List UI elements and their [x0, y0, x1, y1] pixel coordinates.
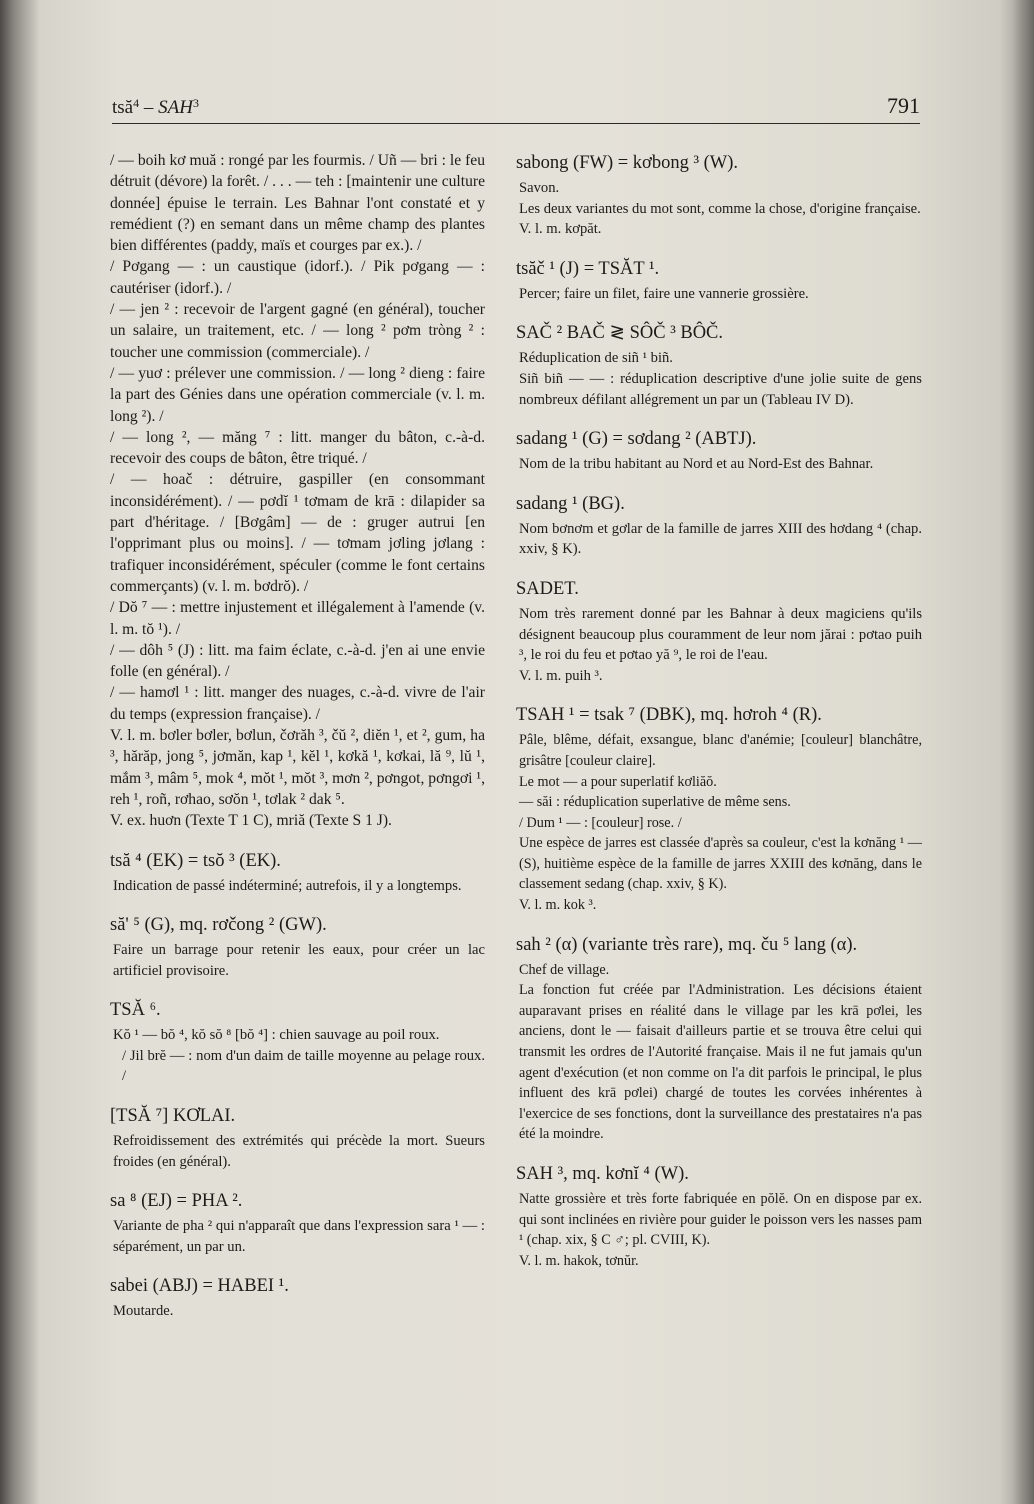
header-first-sup: 4: [133, 96, 140, 110]
entry-definition: V. l. m. puih ³.: [519, 667, 603, 684]
entry-definition: Chef de village.: [519, 961, 610, 978]
entry-definition: Variante de pha ² qui n'apparaît que dans l'expression sara ¹ — : séparément, un par un.: [113, 1218, 485, 1255]
entry-definition: Le mot — a pour superlatif kơliăŏ.: [519, 773, 717, 790]
entry-definition: Kŏ ¹ — bŏ ⁴, kŏ sŏ ⁸ [bŏ ⁴] : chien sauvage au poil roux.: [113, 1027, 440, 1044]
entry-headword: SAH ³, mq. kơnĭ ⁴ (W).: [516, 1164, 689, 1184]
dictionary-entry: [516, 576, 922, 686]
page-edge-shadow: [1012, 0, 1034, 1504]
dictionary-entry: [110, 848, 485, 897]
header-first-word: tsă: [112, 97, 134, 118]
continuation-block: [110, 150, 485, 832]
continuation-paragraph: / — yuơ : prélever une commission. / — long ² dieng : faire la part des Génies dans une opération commerciale (v. l. m. long ²). /: [110, 364, 485, 425]
header-last-sup: 3: [192, 96, 199, 110]
entry-definition: Percer; faire un filet, faire une vannerie grossière.: [519, 285, 809, 302]
entry-headword: să' ⁵ (G), mq. rơčong ² (GW).: [110, 915, 327, 936]
dictionary-entry: [516, 491, 922, 560]
continuation-paragraph: / — boih kơ muă : rongé par les fourmis. / Uñ — bri : le feu détruit (dévore) la forêt. / . . . — teh : [maintenir une culture donnée] épuise le terrain. Les Bahnar l'ont constaté et y remédient (?) en semant dans un même champ des plantes bien différentes (paddy, maïs et courges par ex.). /: [110, 152, 485, 255]
entry-headword: sabei (ABJ) = HABEI ¹.: [110, 1276, 289, 1297]
entry-headword: sa ⁸ (EJ) = PHA ².: [110, 1191, 243, 1212]
entry-definition: Nom de la tribu habitant au Nord et au Nord-Est des Bahnar.: [519, 456, 874, 473]
header-rule: [112, 123, 920, 124]
entry-definition: Siñ biñ — — : réduplication descriptive d'une jolie suite de gens nombreux défilant allégrement un par un (Tableau IV D).: [519, 370, 922, 408]
entry-headword: sadang ¹ (BG).: [516, 493, 625, 514]
entry-definition: — săi : réduplication superlative de même sens.: [519, 794, 791, 811]
continuation-paragraph: / — hoač : détruire, gaspiller (en consommant inconsidérément). / — pơdĭ ¹ tơmam de krā : dilapider sa part d'héritage. / [Bơgâm] — de : gruger autrui [en l'opprimant plus ou moins]. / — tơmam jơling jơlang : trafiquer inconsidérément, spéculer (comme le font certains commerçants) (v. l. m. bơdrŏ). /: [110, 471, 485, 595]
continuation-paragraph: / — jen ² : recevoir de l'argent gagné (en général), toucher un salaire, un traitement, etc. / — long ² pơm tròng ² : toucher une commission (commerciale). /: [110, 301, 485, 361]
see-also-list: V. l. m. bơler bơler, bơlun, čơrăh ³, čŭ ², diĕn ¹, et ², gum, ha ³, hărăp, jong ⁵, jơmăn, kap ¹, kĕl ¹, kơkă ¹, kơkai, lă ⁹, lŭ ¹, mắm ³, mâm ⁵, mok ⁴, mŏt ¹, mŏt ³, mơn ², pơngot, pơngơi ¹, reh ¹, roñ, rơhao, sơŏn ¹, tơlak ² dak ⁵.: [110, 727, 485, 808]
dictionary-entry: [516, 320, 922, 410]
entry-definition: Indication de passé indéterminé; autrefois, il y a longtemps.: [113, 877, 462, 894]
continuation-paragraph: / — hamơl ¹ : litt. manger des nuages, c.-à-d. vivre de l'air du temps (expression française). /: [110, 684, 485, 723]
entry-headword: [TSĂ ⁷] KƠLAI.: [110, 1106, 236, 1127]
dictionary-entry: [516, 1161, 922, 1271]
dictionary-entry: [516, 256, 922, 305]
header-dash: –: [139, 97, 159, 118]
entry-definition: Natte grossière et très forte fabriquée en pŏlĕ. On en dispose par ex. qui sont inclinées en rivière pour guider le poisson vers les nasses pam ¹ (chap. xix, § C ♂; pl. CVIII, K).: [519, 1191, 922, 1249]
continuation-paragraph: / — long ², — măng ⁷ : litt. manger du bâton, c.-à-d. recevoir des coups de bâton, être triqué. /: [110, 428, 485, 468]
entry-headword: sadang ¹ (G) = sơdang ² (ABTJ).: [516, 429, 757, 450]
continuation-paragraph: / Dŏ ⁷ — : mettre injustement et illégalement à l'amende (v. l. m. tŏ ¹). /: [110, 599, 485, 638]
left-column: [110, 150, 485, 1322]
entry-definition: Faire un barrage pour retenir les eaux, pour créer un lac artificiel provisoire.: [113, 942, 485, 979]
entry-definition: V. l. m. kok ³.: [519, 897, 597, 914]
entry-headword: sabong (FW) = kơbong ³ (W).: [516, 153, 739, 173]
entry-headword: SADET.: [516, 578, 579, 599]
header-guide-words: [112, 96, 199, 119]
entry-definition: Les deux variantes du mot sont, comme la chose, d'origine française.: [519, 200, 921, 217]
entry-definition: La fonction fut créée par l'Administration. Les décisions étaient auparavant prises en réalité dans le village par les krā pơlei, les anciens, dont le — faisait d'ailleurs partie et se trouva être celui qui transmit les ordres de l'Autorité française. Mais il ne fut jamais qu'un agent d'exécution (et non comme on l'a dit parfois le principal, le plus influent des krā pơlei) chargé de toutes les corvées inhérentes à l'exercice de ses fonctions, dont la surveillance des prestataires n'a pas été la moindre.: [519, 982, 922, 1143]
continuation-paragraph: / — dôh ⁵ (J) : litt. ma faim éclate, c.-à-d. j'en ai une envie folle (en général). /: [110, 641, 485, 681]
dictionary-entry: [110, 1103, 485, 1172]
entry-headword: TSĂ ⁶.: [110, 1000, 161, 1021]
entry-headword: tsăč ¹ (J) = TSĂT ¹.: [516, 258, 660, 279]
dictionary-entry: [110, 912, 485, 981]
entry-definition: Une espèce de jarres est classée d'après sa couleur, c'est la kơnăng ¹ — (S), huitième espèce de la famille de jarres XXIII des kơnăng, dans le classement sedang (chap. xxiv, § K).: [519, 835, 922, 893]
dictionary-entry: [110, 1188, 485, 1257]
entry-definition: V. l. m. kơpăt.: [519, 221, 602, 238]
page-number: 791: [887, 93, 920, 118]
entry-headword: SAČ ² BAČ ≷ SÔČ ³ BÔČ.: [516, 323, 724, 344]
entry-definition: Savon.: [519, 180, 560, 196]
entry-definition: Refroidissement des extrémités qui précède la mort. Sueurs froides (en général).: [113, 1133, 485, 1170]
dictionary-entry: [516, 702, 922, 915]
dictionary-entry: [516, 426, 922, 475]
entry-definition: Nom très rarement donné par les Bahnar à deux magiciens qu'ils désignent beaucoup plus couramment de leur nom jărai : pơtao puih ³, le roi du feu et pơtao yă ⁹, le roi de l'eau.: [519, 605, 922, 664]
entry-definition: Moutarde.: [113, 1303, 174, 1320]
dictionary-entry: [110, 997, 485, 1087]
entry-headword: tsă ⁴ (EK) = tsŏ ³ (EK).: [110, 850, 281, 871]
entry-definition: / Dum ¹ — : [couleur] rose. /: [519, 814, 682, 831]
entry-headword: sah ² (α) (variante très rare), mq. ču ⁵ lang (α).: [516, 934, 858, 955]
see-example-list: V. ex. huơn (Texte T 1 C), mriă (Texte S 1 J).: [110, 812, 392, 830]
entry-definition: / Jil brĕ — : nom d'un daim de taille moyenne au pelage roux. /: [122, 1047, 485, 1085]
dictionary-entry: [516, 932, 922, 1145]
right-column: [516, 150, 922, 1271]
entry-definition: Nom bơnơm et gơlar de la famille de jarres XIII des hơdang ⁴ (chap. xxiv, § K).: [519, 520, 922, 558]
header-last-word: SAH: [158, 97, 193, 118]
continuation-paragraph: / Pơgang — : un caustique (idorf.). / Pik pơgang — : cautériser (idorf.). /: [110, 258, 485, 297]
dictionary-entry: [110, 1273, 485, 1322]
entry-definition: V. l. m. hakok, tơnŭr.: [519, 1252, 639, 1269]
entry-definition: Réduplication de siñ ¹ biñ.: [519, 350, 673, 367]
running-header: [112, 93, 920, 127]
entry-headword: TSAH ¹ = tsak ⁷ (DBK), mq. hơroh ⁴ (R).: [516, 705, 822, 726]
dictionary-entry: [516, 150, 922, 240]
entry-definition: Pâle, blême, défait, exsangue, blanc d'anémie; [couleur] blanchâtre, grisâtre [couleur claire].: [519, 732, 922, 769]
